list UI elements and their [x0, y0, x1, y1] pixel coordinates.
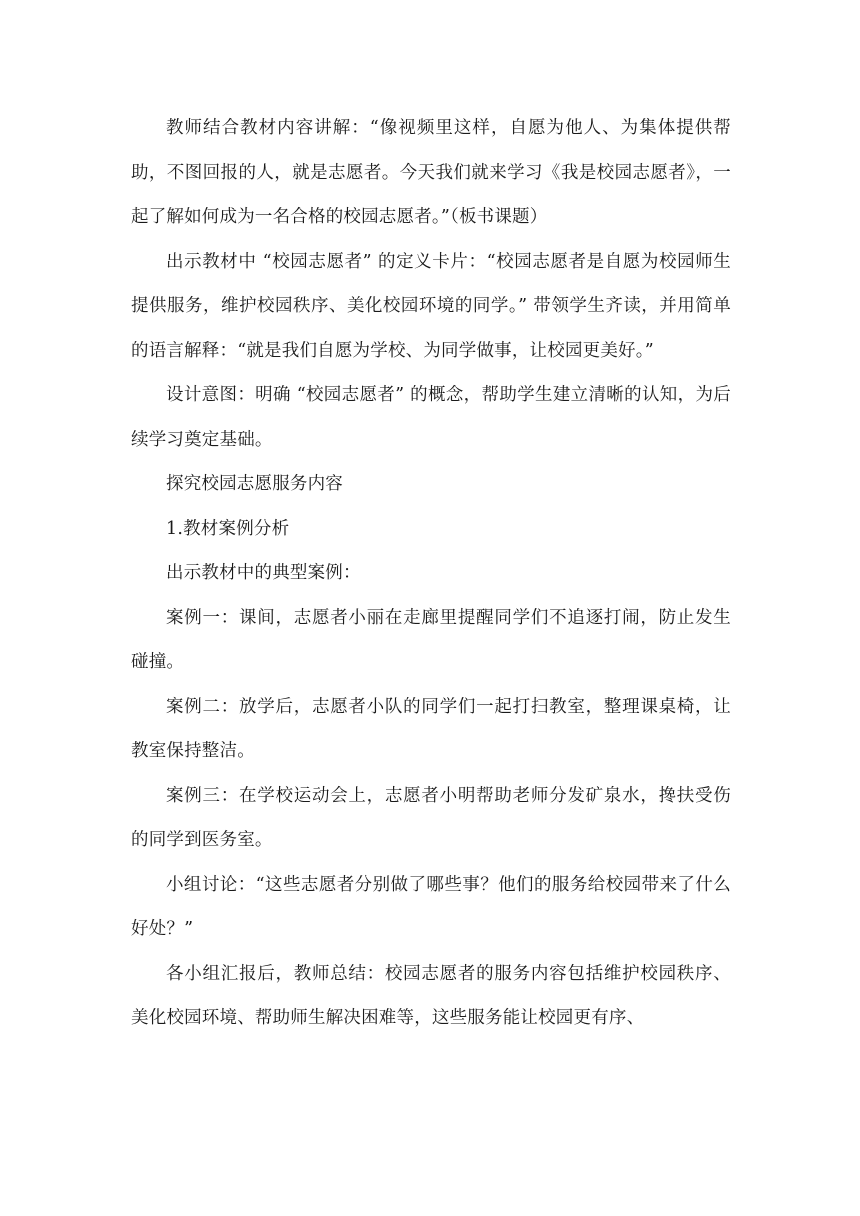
subsection-heading-case-analysis: 1.教材案例分析 — [166, 518, 290, 539]
paragraph-case-two: 案例二：放学后，志愿者小队的同学们一起打扫教室，整理课桌椅，让教室保持整洁。 — [131, 696, 731, 761]
paragraph-teacher-summary: 各小组汇报后，教师总结：校园志愿者的服务内容包括维护校园秩序、美化校园环境、帮助师生解决困难等，这些服务能让校园更有序、 — [131, 963, 731, 1028]
paragraph-show-cases: 出示教材中的典型案例： — [166, 563, 361, 583]
paragraph-case-one: 案例一：课间，志愿者小丽在走廊里提醒同学们不追逐打闹，防止发生碰撞。 — [131, 607, 731, 672]
document-body — [131, 106, 731, 1041]
paragraph-definition-card: 出示教材中 “校园志愿者” 的定义卡片：“校园志愿者是自愿为校园师生提供服务，维护校园秩序、美化校园环境的同学。” 带领学生齐读，并用简单的语言解释：“就是我们自愿为学校、为同学做事，让校园更美好。” — [131, 251, 731, 361]
section-heading-explore: 探究校园志愿服务内容 — [166, 474, 343, 494]
paragraph-design-intent: 设计意图：明确 “校园志愿者” 的概念，帮助学生建立清晰的认知，为后续学习奠定基础。 — [131, 385, 731, 450]
paragraph-case-three: 案例三：在学校运动会上，志愿者小明帮助老师分发矿泉水，搀扶受伤的同学到医务室。 — [131, 785, 731, 850]
paragraph-group-discussion: 小组讨论：“这些志愿者分别做了哪些事？他们的服务给校园带来了什么好处？” — [131, 874, 731, 939]
paragraph-intro-explanation: 教师结合教材内容讲解：“像视频里这样，自愿为他人、为集体提供帮助，不图回报的人，就是志愿者。今天我们就来学习《我是校园志愿者》，一起了解如何成为一名合格的校园志愿者。”（板书课题） — [131, 118, 731, 227]
